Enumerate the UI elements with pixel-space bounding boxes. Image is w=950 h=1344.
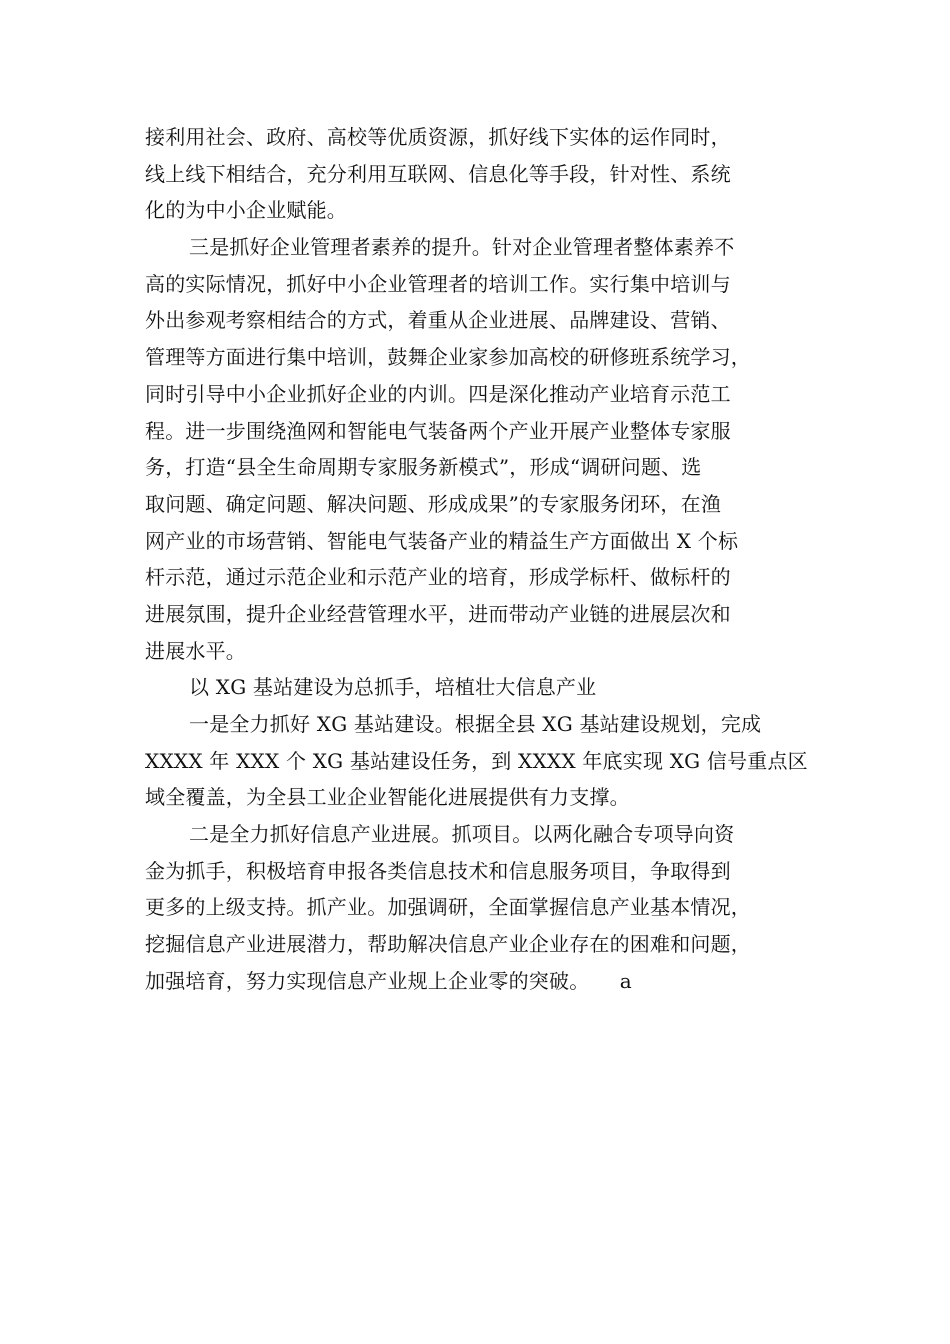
body-text (145, 119, 825, 1000)
text-line: 挖掘信息产业进展潜力，帮助解决信息产业企业存在的困难和问题， (145, 932, 751, 957)
text-line: 高的实际情况，抓好中小企业管理者的培训工作。实行集中培训与 (145, 271, 731, 296)
text-line: 加强培育，努力实现信息产业规上企业零的突破。 a (145, 968, 632, 993)
text-line: 外出参观考察相结合的方式，着重从企业进展、品牌建设、营销、 (145, 308, 731, 333)
text-line: 进展氛围，提升企业经营管理水平，进而带动产业链的进展层次和 (145, 601, 731, 626)
text-line: 化的为中小企业赋能。 (145, 198, 347, 223)
text-line: 程。进一步围绕渔网和智能电气装备两个产业开展产业整体专家服 (145, 418, 731, 443)
text-line: 域全覆盖，为全县工业企业智能化进展提供有力支撑。 (145, 785, 630, 810)
text-line: 接利用社会、政府、高校等优质资源，抓好线下实体的运作同时， (145, 125, 731, 149)
text-line: 二是全力抓好信息产业进展。抓项目。以两化融合专项导向资 (189, 822, 735, 847)
text-line: 管理等方面进行集中培训，鼓舞企业家参加高校的研修班系统学习， (145, 345, 751, 370)
text-line: 线上线下相结合，充分利用互联网、信息化等手段，针对性、系统 (145, 161, 731, 186)
text-line: 三是抓好企业管理者素养的提升。针对企业管理者整体素养不 (189, 235, 735, 260)
text-line: 更多的上级支持。抓产业。加强调研，全面掌握信息产业基本情况， (145, 895, 751, 920)
text-line: 同时引导中小企业抓好企业的内训。四是深化推动产业培育示范工 (145, 381, 731, 406)
text-line: 金为抓手，积极培育申报各类信息技术和信息服务项目，争取得到 (145, 858, 731, 883)
text-line: 进展水平。 (145, 638, 246, 663)
text-line: 杆示范，通过示范企业和示范产业的培育，形成学标杆、做标杆的 (145, 565, 731, 590)
text-line: 一是全力抓好 XG 基站建设。根据全县 XG 基站建设规划，完成 (189, 712, 762, 736)
section-heading: 以 XG 基站建设为总抓手，培植壮大信息产业 (189, 675, 597, 700)
text-line: 取问题、确定问题、解决问题、形成成果”的专家服务闭环，在渔 (145, 491, 722, 516)
text-line: 务，打造“县全生命周期专家服务新模式”，形成“调研问题、选 (145, 455, 702, 480)
text-line: XXXX 年 XXX 个 XG 基站建设任务，到 XXXX 年底实现 XG 信号重点区 (145, 748, 808, 773)
text-line: 网产业的市场营销、智能电气装备产业的精益生产方面做出 X 个标 (145, 528, 739, 553)
